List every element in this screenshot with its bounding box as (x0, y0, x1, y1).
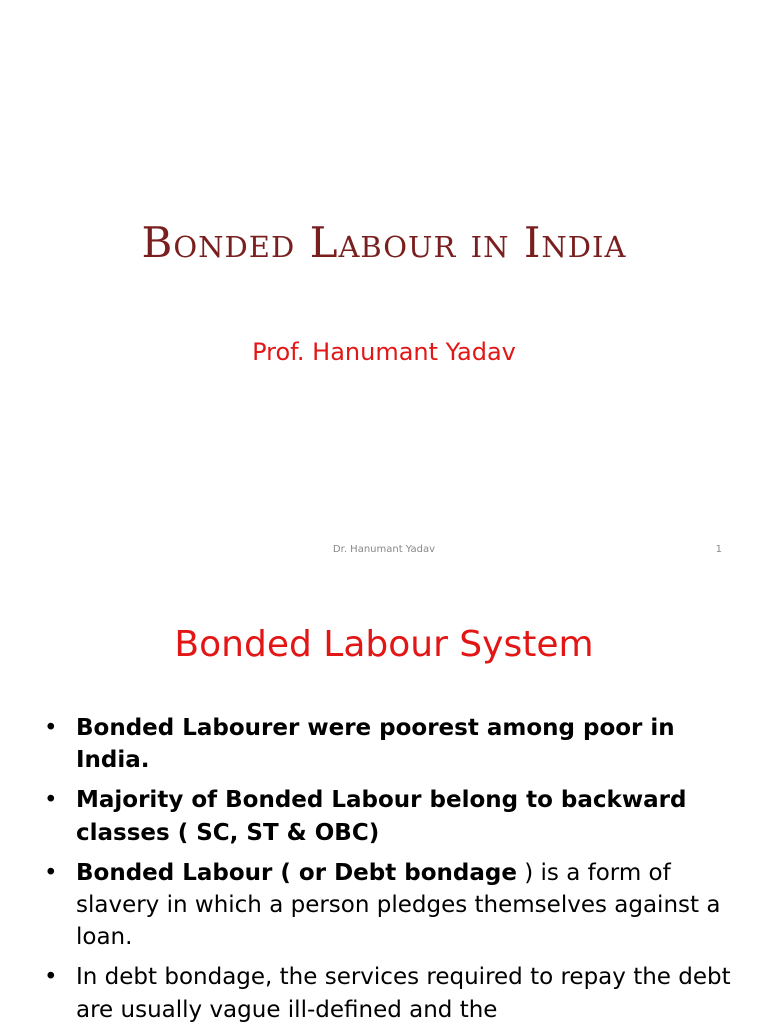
bullet-icon: • (44, 715, 58, 741)
bullet-text: In debt bondage, the services required to repay the debt are usually vague ill-defined and the (76, 964, 731, 1023)
bullet-icon: • (44, 787, 58, 814)
bullet-item (44, 784, 732, 848)
bullet-text: Bonded Labourer were poorest among poor in India. (76, 715, 675, 774)
bullet-bold-text: Bonded Labour ( or Debt bondage (76, 859, 517, 886)
bullet-item (44, 961, 732, 1024)
bullet-icon: • (44, 964, 58, 991)
presenter-name: Prof. Hanumant Yadav (252, 338, 516, 366)
bullet-text: Majority of Bonded Labour belong to backward classes ( SC, ST & OBC) (76, 787, 687, 846)
bullet-text: ) is a form of slavery in which a person pledges themselves against a loan. (76, 859, 721, 951)
presentation-title: Bonded Labour in India (141, 218, 627, 267)
bullet-list (44, 712, 732, 1024)
bullet-icon: • (44, 859, 58, 886)
slide-number: 1 (715, 544, 722, 555)
content-slide (0, 576, 768, 1024)
slide-footer: Dr. Hanumant Yadav (332, 544, 436, 555)
bullet-item (44, 712, 732, 776)
bullet-item (44, 857, 732, 954)
slide-heading: Bonded Labour System (174, 624, 594, 665)
